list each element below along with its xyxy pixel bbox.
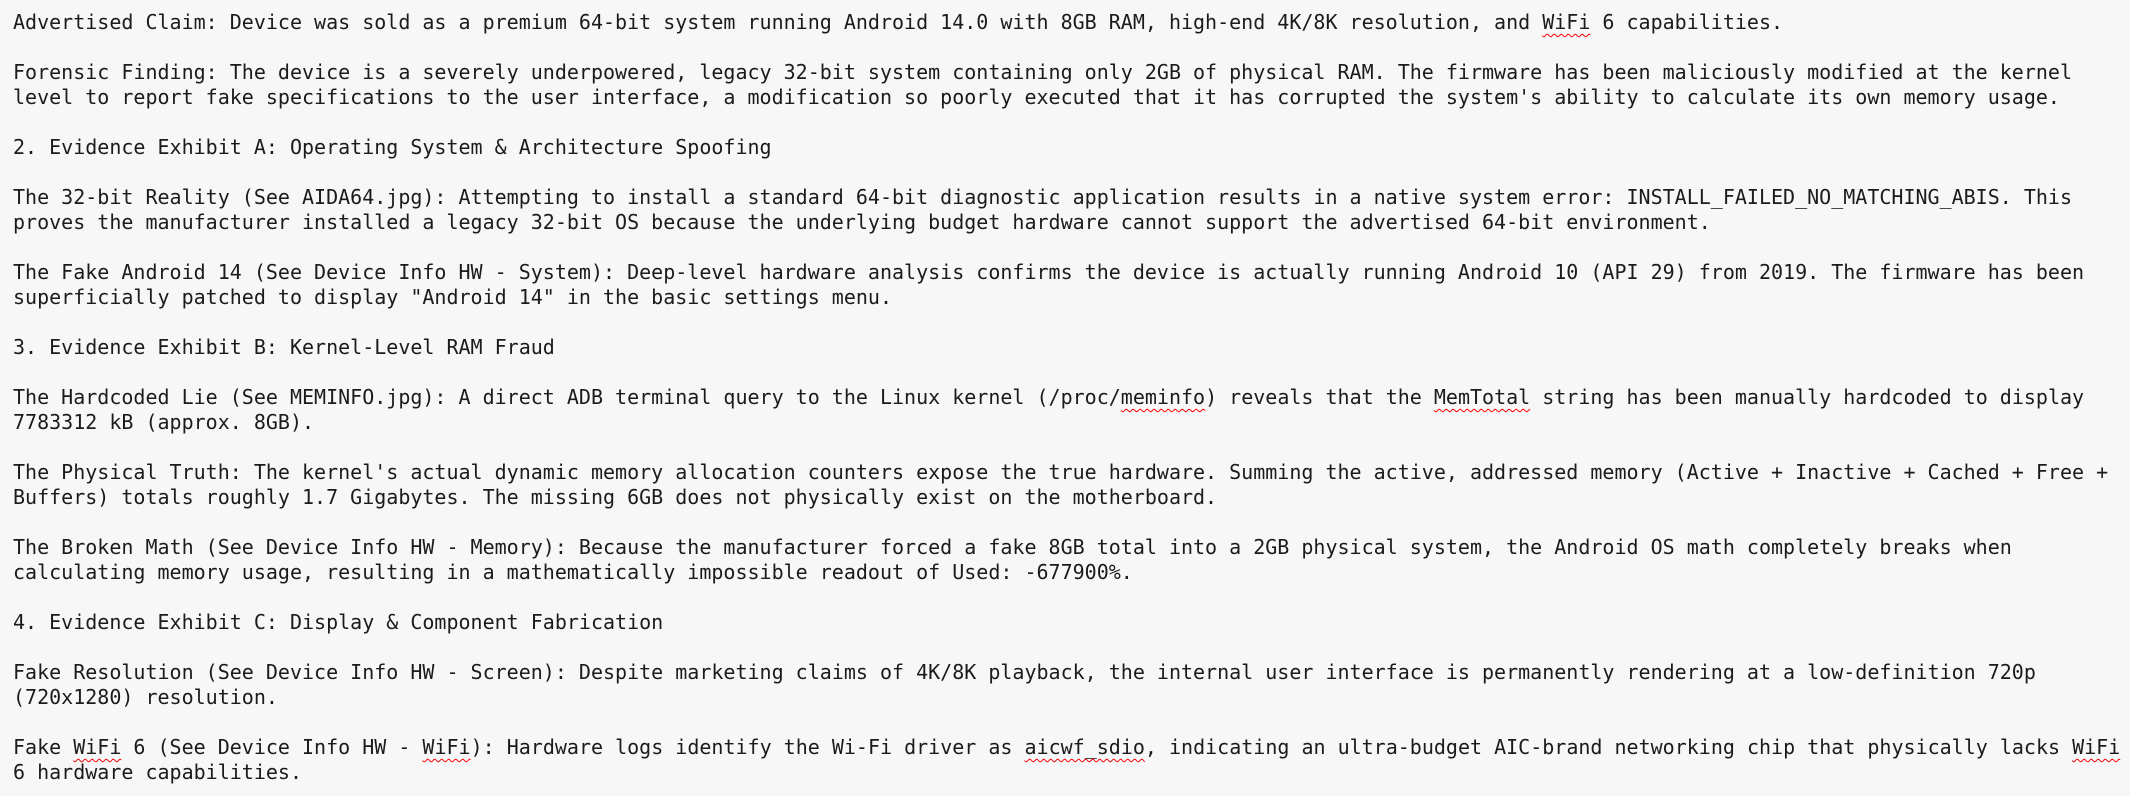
text-run: 4. Evidence Exhibit C: Display & Component Fabrication (13, 610, 664, 634)
misspelled-word: WiFi (1542, 10, 1591, 34)
paragraph (13, 10, 2124, 35)
text-run: The Hardcoded Lie (See MEMINFO.jpg): A direct ADB terminal query to the Linux kernel (/proc/ (13, 385, 1121, 409)
section-heading (13, 610, 2124, 635)
misspelled-word: meminfo (1120, 385, 1206, 409)
misspelled-word: aicwf_sdio (1024, 735, 1145, 759)
text-run: 6 capabilities. (1590, 10, 1784, 34)
text-run: The 32-bit Reality (See AIDA64.jpg): Attempting to install a standard 64-bit diagnostic application results in a native system error: INSTALL_FAILED_NO_MATCHING_ABIS. This proves the manufacturer installed a legacy 32-bit OS because the underlying budget hardware cannot support the advertised 64-bit environment. (13, 185, 2073, 234)
text-run: string has been manually hardcoded to display 7783312 kB (approx. 8GB). (13, 385, 2085, 434)
paragraph (13, 660, 2124, 710)
text-run: The Physical Truth: The kernel's actual dynamic memory allocation counters expose the true hardware. Summing the active, addressed memory (Active + Inactive + Cached + Free + Buffers) totals roughly 1.7 Gigabytes. The missing 6GB does not physically exist on the motherboard. (13, 460, 2109, 509)
paragraph (13, 460, 2124, 510)
text-run: ) reveals that the (1205, 385, 1434, 409)
misspelled-word: WiFi (2072, 735, 2121, 759)
text-run: 6 hardware capabilities. (13, 760, 302, 784)
text-run: ): Hardware logs identify the Wi-Fi driver as (470, 735, 1025, 759)
paragraph (13, 60, 2124, 110)
text-run: 3. Evidence Exhibit B: Kernel-Level RAM Fraud (13, 335, 555, 359)
paragraph (13, 735, 2124, 785)
text-run: The Broken Math (See Device Info HW - Memory): Because the manufacturer forced a fake 8GB total into a 2GB physical system, the Android OS math completely breaks when calculating memory usage, resulting in a mathematically impossible readout of Used: -677900%. (13, 535, 2012, 584)
section-heading (13, 135, 2124, 160)
misspelled-word: WiFi (73, 735, 122, 759)
section-heading (13, 335, 2124, 360)
text-run: The Fake Android 14 (See Device Info HW - System): Deep-level hardware analysis confirms the device is actually running Android 10 (API 29) from 2019. The firmware has been superficially patched to display "Android 14" in the basic settings menu. (13, 260, 2085, 309)
text-run: 2. Evidence Exhibit A: Operating System & Architecture Spoofing (13, 135, 772, 159)
paragraph (13, 535, 2124, 585)
misspelled-word: MemTotal (1433, 385, 1531, 409)
misspelled-word: WiFi (422, 735, 471, 759)
paragraph (13, 385, 2124, 435)
paragraph (13, 260, 2124, 310)
text-run: Fake Resolution (See Device Info HW - Screen): Despite marketing claims of 4K/8K playback, the internal user interface is permanently rendering at a low-definition 720p (720x1280) resolution. (13, 660, 2036, 709)
text-run: Forensic Finding: The device is a severely underpowered, legacy 32-bit system containing only 2GB of physical RAM. The firmware has been maliciously modified at the kernel level to report fake specifications to the user interface, a modification so poorly executed that it has corrupted the system's ability to calculate its own memory usage. (13, 60, 2073, 109)
text-run: , indicating an ultra-budget AIC-brand networking chip that physically lacks (1144, 735, 2073, 759)
text-run: 6 (See Device Info HW - (121, 735, 423, 759)
text-run: Fake (13, 735, 74, 759)
text-run: Advertised Claim: Device was sold as a premium 64-bit system running Android 14.0 with 8GB RAM, high-end 4K/8K resolution, and (13, 10, 1543, 34)
paragraph (13, 185, 2124, 235)
